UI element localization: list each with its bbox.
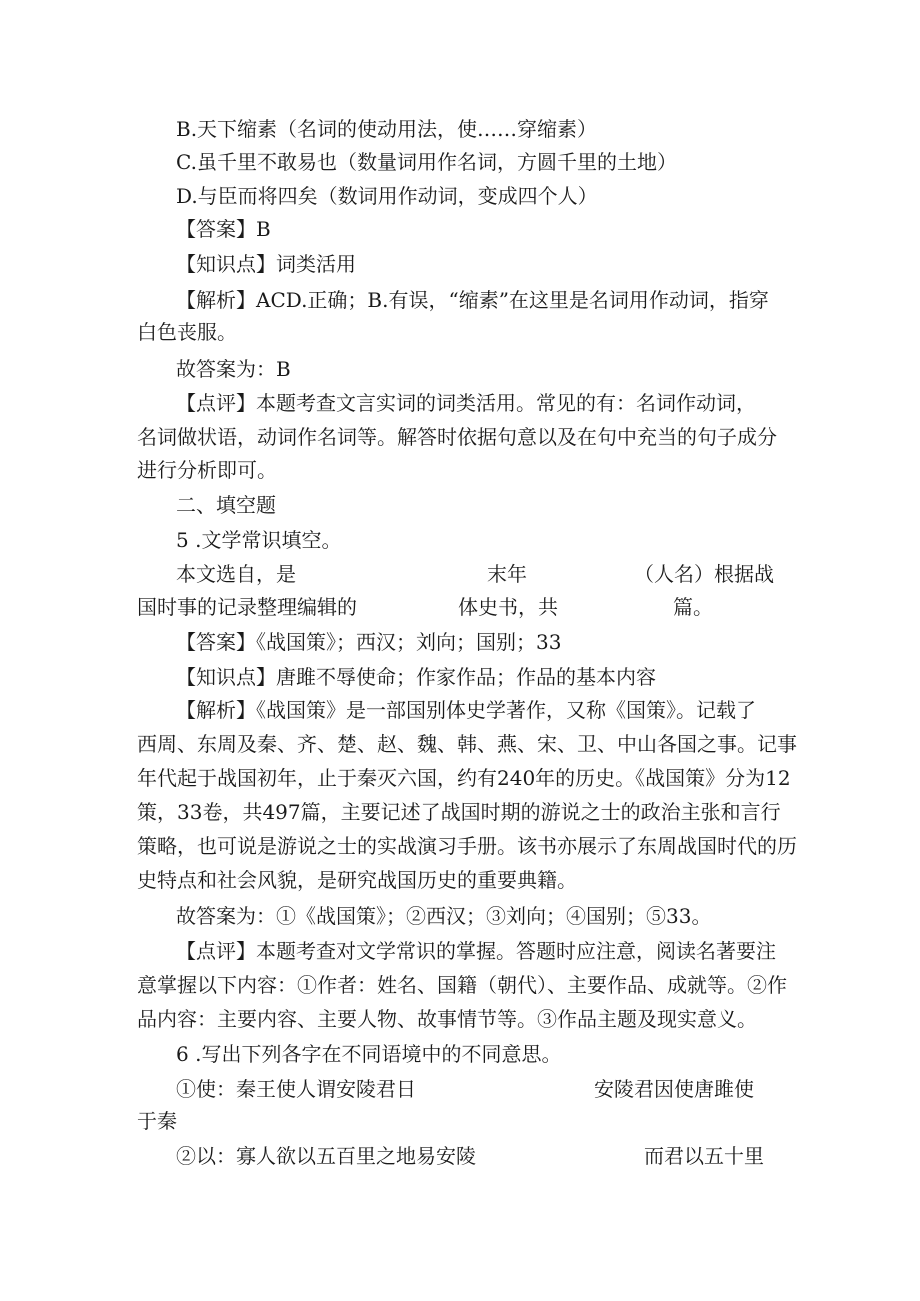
- q5-fill-1c: （人名）根据战: [634, 562, 774, 586]
- q4-final-answer: 故答案为：B: [176, 357, 291, 381]
- q5-fill-line-2: [0, 593, 920, 621]
- q5-comment-line-2: 意掌握以下内容：①作者：姓名、国籍（朝代）、主要作品、成就等。②作: [137, 973, 787, 997]
- q6-item-1: [0, 1075, 920, 1103]
- q5-title: 5 .文学常识填空。: [176, 528, 342, 552]
- q4-analysis-line-1: 【解析】ACD.正确；B.有误，“缩素”在这里是名词用作动词，指穿: [176, 288, 769, 312]
- q5-analysis-line-3: 年代起于战国初年，止于秦灭六国，约有240年的历史。《战国策》分为12: [137, 766, 791, 790]
- q5-fill-1b: 末年: [487, 562, 527, 586]
- q5-final-answer: 故答案为：①《战国策》；②西汉；③刘向；④国别；⑤33。: [176, 904, 712, 928]
- q5-fill-2c: 篇。: [673, 595, 713, 619]
- q4-comment-line-3: 进行分析即可。: [137, 458, 277, 482]
- q4-comment-line-2: 名词做状语，动词作名词等。解答时依据句意以及在句中充当的句子成分: [137, 425, 777, 449]
- option-c: C.虽千里不敢易也（数量词用作名词，方圆千里的土地）: [176, 150, 677, 174]
- q6-title: 6 .写出下列各字在不同语境中的不同意思。: [176, 1042, 562, 1066]
- q6-item-2a: ②以：寡人欲以五百里之地易安陵: [176, 1144, 476, 1168]
- option-b: B.天下缩素（名词的使动用法，使……穿缩素）: [176, 117, 598, 141]
- q5-answer: 【答案】《战国策》；西汉；刘向；国别；33: [176, 630, 562, 654]
- q6-item-1b: 安陵君因使唐雎使: [594, 1077, 754, 1101]
- q5-knowledge: 【知识点】唐雎不辱使命；作家作品；作品的基本内容: [176, 665, 656, 689]
- q5-analysis-line-1: 【解析】《战国策》是一部国别体史学著作，又称《国策》。记载了: [176, 698, 756, 722]
- q4-analysis-line-2: 白色丧服。: [137, 320, 237, 344]
- q5-comment-line-1: 【点评】本题考查对文学常识的掌握。答题时应注意，阅读名著要注: [176, 939, 776, 963]
- q6-item-2b: 而君以五十里: [644, 1144, 764, 1168]
- q5-analysis-line-4: 策，33卷，共497篇，主要记述了战国时期的游说之士的政治主张和言行: [137, 800, 781, 824]
- q5-analysis-line-5: 策略，也可说是游说之士的实战演习手册。该书亦展示了东周战国时代的历: [137, 834, 797, 858]
- q6-item-1a: ①使：秦王使人谓安陵君日: [176, 1077, 416, 1101]
- q6-item-1c: 于秦: [137, 1109, 177, 1133]
- q5-fill-1a: 本文选自，是: [176, 562, 296, 586]
- option-d: D.与臣而将四矣（数词用作动词，变成四个人）: [176, 184, 598, 208]
- q5-fill-line-1: [0, 560, 920, 588]
- q5-analysis-line-6: 史特点和社会风貌，是研究战国历史的重要典籍。: [137, 868, 577, 892]
- q4-knowledge: 【知识点】词类活用: [176, 252, 356, 276]
- q5-fill-2b: 体史书，共: [458, 595, 558, 619]
- q5-fill-2a: 国时事的记录整理编辑的: [137, 595, 357, 619]
- q4-comment-line-1: 【点评】本题考查文言实词的词类活用。常见的有：名词作动词，: [176, 391, 756, 415]
- section-heading: 二、填空题: [176, 493, 276, 517]
- q5-analysis-line-2: 西周、东周及秦、齐、楚、赵、魏、韩、燕、宋、卫、中山各国之事。记事: [137, 732, 797, 756]
- q4-answer: 【答案】B: [176, 217, 271, 241]
- q5-comment-line-3: 品内容：主要内容、主要人物、故事情节等。③作品主题及现实意义。: [137, 1007, 757, 1031]
- q6-item-2: [0, 1142, 920, 1170]
